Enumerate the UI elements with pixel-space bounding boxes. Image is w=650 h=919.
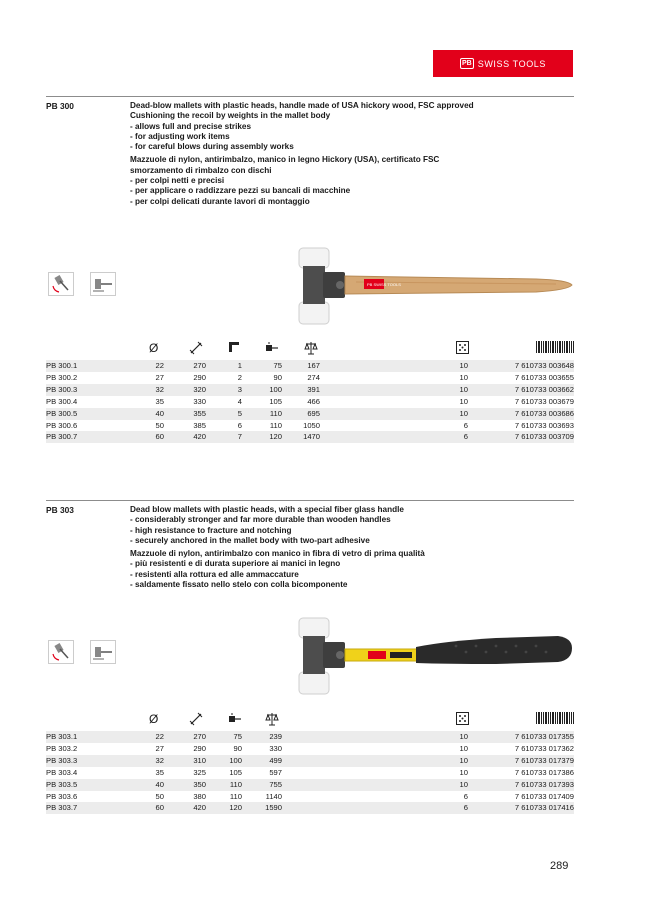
article-number: PB 303.6 xyxy=(46,791,116,803)
table-row: PB 300.2 27 290 2 90 274 10 7 610733 003655 xyxy=(46,372,574,382)
barcode-icon xyxy=(536,712,574,726)
brand-mark: PB xyxy=(461,60,472,67)
description-it: Mazzuole di nylon, antirimbalzo, manico in legno Hickory (USA), certificato FSC smorzamento di rimbalzo con dischi - per colpi netti e precisi - per applicare o raddizzare pezzi su bancali di macchine - per colpi delicati durante lavori di montaggio xyxy=(130,155,440,206)
scale-icon xyxy=(265,712,279,728)
table-row: PB 300.7 60 420 7 120 1470 6 7 610733 003709 xyxy=(46,432,574,442)
article-number: PB 300.1 xyxy=(46,360,116,372)
article-number: PB 303.2 xyxy=(46,743,116,755)
article-number: PB 303.7 xyxy=(46,802,116,814)
brand-logo xyxy=(433,50,573,77)
mallet-pictogram xyxy=(90,640,116,664)
diameter-icon: Ø xyxy=(149,712,159,726)
product-code: PB 303 xyxy=(46,505,74,515)
table-row: PB 303.1 22 270 75 239 10 7 610733 017355 xyxy=(46,732,574,741)
article-number: PB 303.3 xyxy=(46,755,116,767)
pack-icon xyxy=(456,341,469,356)
article-number: PB 300.7 xyxy=(46,431,116,443)
article-number: PB 300.3 xyxy=(46,384,116,396)
hickory-hammer-image xyxy=(296,246,574,326)
description-en: Dead blow mallets with plastic heads, with a special fiber glass handle - considerably stronger and far more durable than wooden handles - high resistance to fracture and notching - securely anchored in the mallet body with two-part adhesive xyxy=(130,505,404,545)
diameter-icon: Ø xyxy=(149,341,159,355)
table-row: PB 300.5 40 355 5 110 695 10 7 610733 003686 xyxy=(46,408,574,418)
article-number: PB 300.2 xyxy=(46,372,116,384)
product-description xyxy=(130,101,570,207)
table-row: PB 303.7 60 420 120 1590 6 7 610733 017416 xyxy=(46,803,574,813)
product-code: PB 300 xyxy=(46,101,74,111)
section-divider xyxy=(46,500,574,501)
table-row: PB 300.6 50 385 6 110 1050 6 7 610733 003693 xyxy=(46,420,574,430)
table-row: PB 303.6 50 380 110 1140 6 7 610733 017409 xyxy=(46,791,574,801)
table-row: PB 303.5 40 350 110 755 10 7 610733 017393 xyxy=(46,779,574,789)
table-row: PB 303.4 35 325 105 597 10 7 610733 017386 xyxy=(46,767,574,777)
length-icon xyxy=(189,341,203,357)
article-number: PB 300.4 xyxy=(46,396,116,408)
hammer-handle-label: PB SWISS TOOLS xyxy=(367,282,401,287)
article-number: PB 300.5 xyxy=(46,408,116,420)
description-en: Dead-blow mallets with plastic heads, handle made of USA hickory wood, FSC approved Cushioning the recoil by weights in the mallet body - allows full and precise strikes - for adjusting work items - for careful blows during assembly works xyxy=(130,101,474,152)
size-icon xyxy=(228,341,240,355)
table-row: PB 300.3 32 320 3 100 391 10 7 610733 003662 xyxy=(46,384,574,394)
table-row: PB 300.1 22 270 1 75 167 10 7 610733 003648 xyxy=(46,361,574,370)
length-icon xyxy=(189,712,203,728)
fiberglass-hammer-image xyxy=(296,616,574,696)
table-header-icons xyxy=(46,712,574,728)
strike-angle-pictogram xyxy=(48,640,74,664)
table-row: PB 303.2 27 290 90 330 10 7 610733 017362 xyxy=(46,743,574,753)
article-number: PB 300.6 xyxy=(46,420,116,432)
article-number: PB 303.4 xyxy=(46,767,116,779)
scale-icon xyxy=(304,341,318,357)
table-row: PB 303.3 32 310 100 499 10 7 610733 017379 xyxy=(46,755,574,765)
spec-table-pb300 xyxy=(46,360,574,443)
article-number: PB 303.5 xyxy=(46,779,116,791)
table-row: PB 300.4 35 330 4 105 466 10 7 610733 003679 xyxy=(46,396,574,406)
product-description xyxy=(130,505,570,590)
spec-table-pb303 xyxy=(46,731,574,814)
brand-text: SWISS TOOLS xyxy=(477,58,547,69)
pack-icon xyxy=(456,712,469,727)
article-number: PB 303.1 xyxy=(46,731,116,743)
section-divider xyxy=(46,96,574,97)
description-it: Mazzuole di nylon, antirimbalzo con manico in fibra di vetro di prima qualità - più resistenti e di durata superiore ai manici in legno - resistenti alla rottura ed alle ammaccature - saldamente fissato nello stelo con colla bicomponente xyxy=(130,549,425,590)
barcode-icon xyxy=(536,341,574,355)
head-icon xyxy=(228,712,242,728)
page-number: 289 xyxy=(550,860,569,872)
table-header-icons xyxy=(46,341,574,357)
strike-angle-pictogram xyxy=(48,272,74,296)
mallet-pictogram xyxy=(90,272,116,296)
head-icon xyxy=(265,341,279,357)
